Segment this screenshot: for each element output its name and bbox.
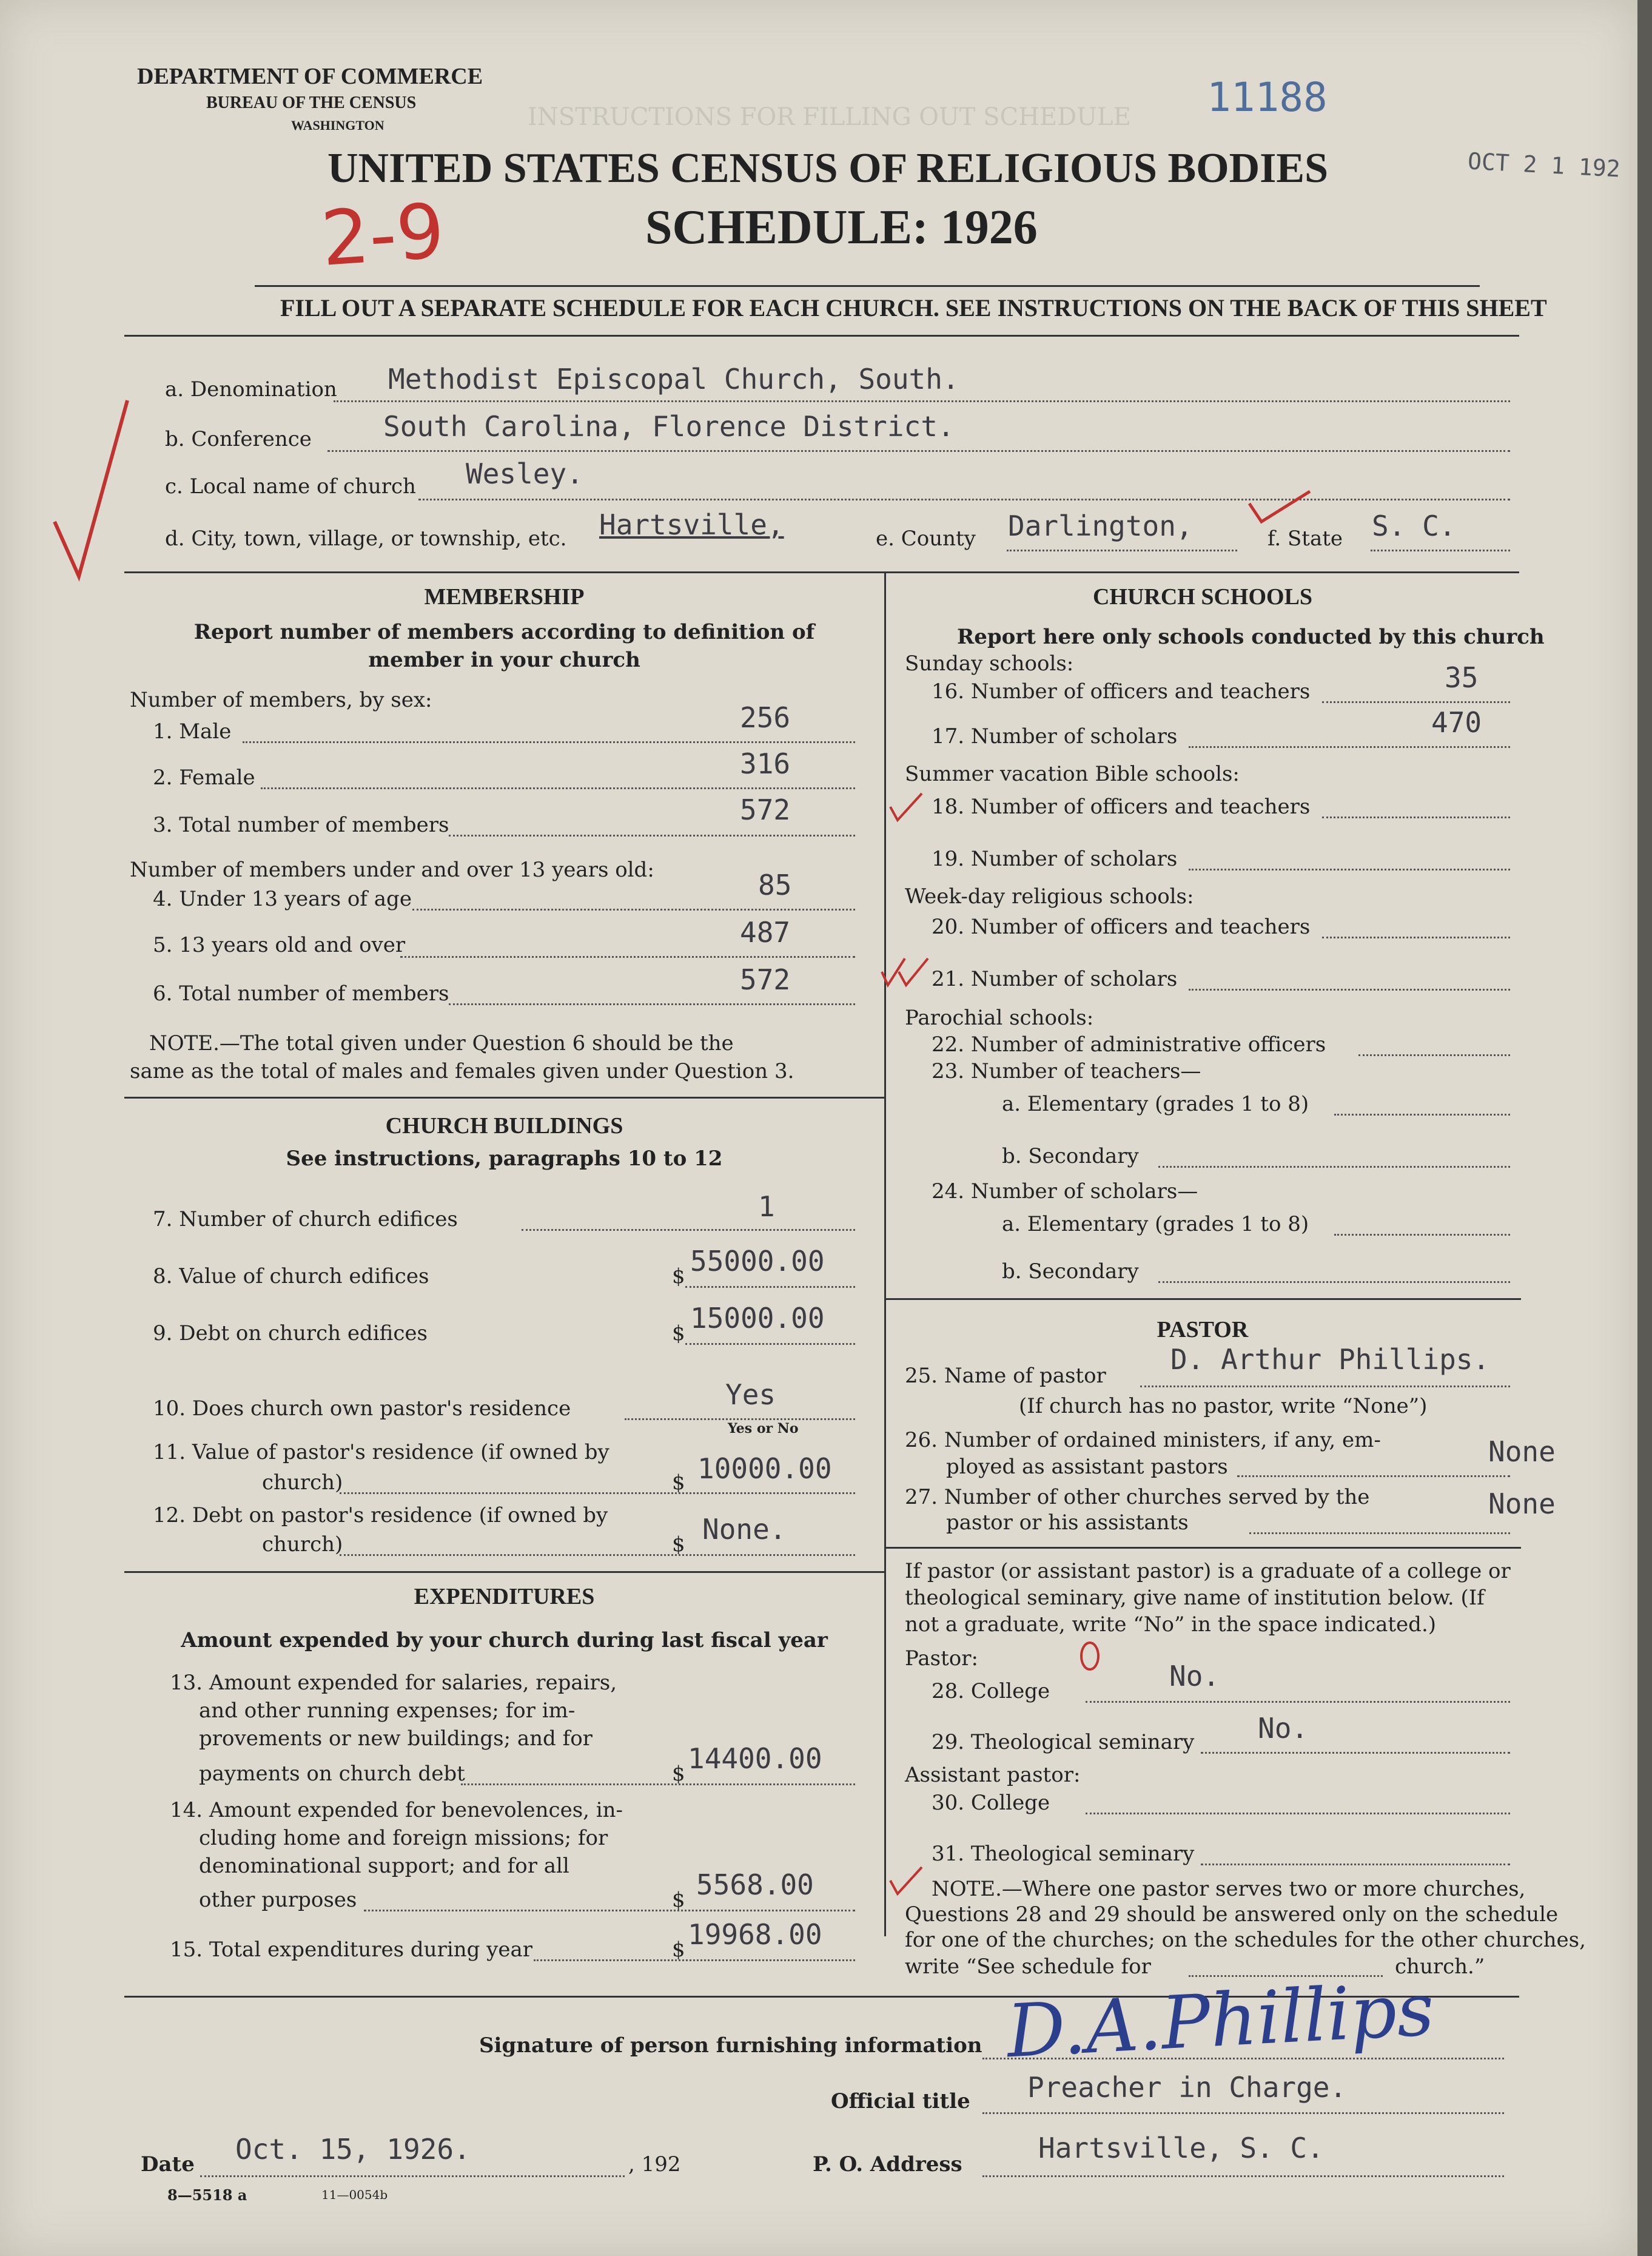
conference-value: South Carolina, Florence District. xyxy=(383,410,955,443)
q4-label: 4. Under 13 years of age xyxy=(153,887,412,911)
form-subtitle: SCHEDULE: 1926 xyxy=(645,201,1038,254)
schools-heading: CHURCH SCHOOLS xyxy=(1092,584,1313,610)
q14-label-3: denominational support; and for all xyxy=(199,1854,569,1878)
q16-label: 16. Number of officers and teachers xyxy=(932,679,1311,704)
signature-label: Signature of person furnishing information xyxy=(479,2033,982,2058)
red-circle-mark-icon xyxy=(1075,1638,1105,1674)
membership-note: NOTE.—The total given under Question 6 should be the xyxy=(149,1031,734,1056)
q13-value: 14400.00 xyxy=(688,1742,822,1775)
sunday-heading: Sunday schools: xyxy=(905,652,1074,676)
date-suffix: , 192 xyxy=(628,2152,681,2177)
q15-value: 19968.00 xyxy=(688,1918,822,1951)
weekday-heading: Week-day religious schools: xyxy=(905,884,1194,909)
q13-label-2: and other running expenses; for im- xyxy=(199,1699,576,1723)
state-label: f. State xyxy=(1268,527,1343,551)
q4-value: 85 xyxy=(758,869,792,901)
membership-intro-2: member in your church xyxy=(368,648,640,672)
pastor-heading: PASTOR xyxy=(1157,1317,1249,1342)
q23b-label: b. Secondary xyxy=(1002,1144,1139,1168)
pastor-note-5: church.” xyxy=(1395,1955,1485,1979)
q12-label: 12. Debt on pastor's residence (if owned by xyxy=(153,1503,608,1527)
q7-label: 7. Number of church edifices xyxy=(153,1207,458,1231)
dollar-sign: $ xyxy=(672,1470,685,1495)
q28-value: No. xyxy=(1169,1660,1220,1692)
q14-value: 5568.00 xyxy=(696,1868,814,1901)
received-date-stamp: OCT 2 1 192 xyxy=(1467,147,1621,183)
dollar-sign: $ xyxy=(672,1532,685,1557)
q30-label: 30. College xyxy=(932,1791,1050,1815)
dollar-sign: $ xyxy=(672,1321,685,1345)
county-value: Darlington, xyxy=(1008,510,1193,542)
dollar-sign: $ xyxy=(672,1938,685,1962)
by-sex-heading: Number of members, by sex: xyxy=(130,688,432,712)
q14-label-2: cluding home and foreign missions; for xyxy=(199,1826,608,1850)
q25-label: 25. Name of pastor xyxy=(905,1364,1106,1388)
q9-label: 9. Debt on church edifices xyxy=(153,1321,428,1345)
q28-label: 28. College xyxy=(932,1679,1050,1703)
q15-label: 15. Total expenditures during year xyxy=(170,1938,533,1962)
membership-note-2: same as the total of males and females given under Question 3. xyxy=(130,1059,794,1083)
state-value: S. C. xyxy=(1372,510,1456,542)
q25-value: D. Arthur Phillips. xyxy=(1170,1343,1490,1376)
city-label: d. City, town, village, or township, etc. xyxy=(165,527,567,551)
q12-label-2: church) xyxy=(262,1532,343,1557)
print-number: 11—0054b xyxy=(321,2187,388,2202)
q17-value: 470 xyxy=(1431,706,1482,739)
q10-label: 10. Does church own pastor's residence xyxy=(153,1396,571,1421)
q23a-label: a. Elementary (grades 1 to 8) xyxy=(1002,1092,1309,1116)
q1-label: 1. Male xyxy=(153,719,232,744)
dollar-sign: $ xyxy=(672,1888,685,1912)
q11-label-2: church) xyxy=(262,1470,343,1495)
assistant-subheading: Assistant pastor: xyxy=(905,1763,1081,1787)
q5-label: 5. 13 years old and over xyxy=(153,933,406,957)
buildings-subheading: See instructions, paragraphs 10 to 12 xyxy=(286,1147,723,1171)
q3-label: 3. Total number of members xyxy=(153,813,449,837)
q13-label-4: payments on church debt xyxy=(199,1762,465,1786)
q10-hint: Yes or No xyxy=(728,1421,799,1436)
instruction-line: FILL OUT A SEPARATE SCHEDULE FOR EACH CHURCH. SEE INSTRUCTIONS ON THE BACK OF THIS SHEET xyxy=(280,294,1547,322)
pastor-note-4: write “See schedule for xyxy=(905,1955,1151,1979)
q24a-label: a. Elementary (grades 1 to 8) xyxy=(1002,1212,1309,1236)
bureau-city: WASHINGTON xyxy=(291,118,384,133)
q19-label: 19. Number of scholars xyxy=(932,847,1178,871)
date-value: Oct. 15, 1926. xyxy=(235,2133,471,2166)
q10-value: Yes xyxy=(725,1378,776,1411)
bureau-name: BUREAU OF THE CENSUS xyxy=(206,93,417,112)
q26-value: None xyxy=(1488,1435,1556,1468)
q29-label: 29. Theological seminary xyxy=(932,1730,1195,1754)
q26-label-2: ployed as assistant pastors xyxy=(946,1455,1228,1479)
q12-value: None. xyxy=(702,1513,787,1546)
q27-value: None xyxy=(1488,1487,1556,1520)
po-address-value: Hartsville, S. C. xyxy=(1038,2132,1324,2164)
po-address-label: P. O. Address xyxy=(813,2152,962,2177)
age-heading: Number of members under and over 13 years old: xyxy=(130,858,654,882)
local-name-label: c. Local name of church xyxy=(165,474,416,499)
serial-number-stamp: 11188 xyxy=(1207,74,1328,121)
red-check-mark-icon xyxy=(885,789,928,825)
q6-label: 6. Total number of members xyxy=(153,982,449,1006)
membership-intro: Report number of members according to definition of xyxy=(193,620,815,644)
q2-value: 316 xyxy=(740,747,791,780)
q8-value: 55000.00 xyxy=(690,1245,825,1278)
dollar-sign: $ xyxy=(672,1264,685,1288)
q23-label: 23. Number of teachers— xyxy=(932,1059,1201,1083)
red-double-check-icon xyxy=(878,955,933,991)
schools-intro: Report here only schools conducted by this church xyxy=(957,625,1545,649)
q1-value: 256 xyxy=(740,701,791,734)
q29-value: No. xyxy=(1258,1712,1309,1745)
handwritten-code: 2-9 xyxy=(318,187,448,283)
signature: D.A.Phillips xyxy=(1004,1967,1436,2075)
q14-label-4: other purposes xyxy=(199,1888,357,1912)
q26-label: 26. Number of ordained ministers, if any, em- xyxy=(905,1428,1381,1452)
conference-label: b. Conference xyxy=(165,427,312,451)
local-name-value: Wesley. xyxy=(466,457,583,490)
date-label: Date xyxy=(141,2152,195,2177)
q11-value: 10000.00 xyxy=(697,1452,832,1485)
pastor-note: NOTE.—Where one pastor serves two or more churches, xyxy=(932,1877,1526,1901)
red-check-mark-icon xyxy=(36,388,133,588)
q8-label: 8. Value of church edifices xyxy=(153,1264,429,1288)
dollar-sign: $ xyxy=(672,1762,685,1786)
q24b-label: b. Secondary xyxy=(1002,1259,1139,1284)
denomination-label: a. Denomination xyxy=(165,377,337,402)
graduate-instructions-2: theological seminary, give name of institution below. (If xyxy=(905,1586,1485,1610)
q14-label: 14. Amount expended for benevolences, in- xyxy=(170,1798,623,1822)
q16-value: 35 xyxy=(1445,661,1479,694)
pastor-subheading: Pastor: xyxy=(905,1646,978,1671)
summer-heading: Summer vacation Bible schools: xyxy=(905,762,1240,786)
form-title: UNITED STATES CENSUS OF RELIGIOUS BODIES xyxy=(327,145,1329,192)
official-title-label: Official title xyxy=(831,2089,970,2113)
ghost-text: INSTRUCTIONS FOR FILLING OUT SCHEDULE xyxy=(528,103,1131,131)
q27-label-2: pastor or his assistants xyxy=(946,1510,1189,1535)
q9-value: 15000.00 xyxy=(690,1302,825,1335)
expenditures-heading: EXPENDITURES xyxy=(414,1584,595,1609)
expenditures-subheading: Amount expended by your church during last fiscal year xyxy=(181,1628,828,1652)
membership-heading: MEMBERSHIP xyxy=(424,584,585,610)
red-check-mark-icon xyxy=(885,1862,928,1899)
denomination-value: Methodist Episcopal Church, South. xyxy=(388,363,959,396)
q17-label: 17. Number of scholars xyxy=(932,724,1178,749)
county-label: e. County xyxy=(876,527,976,551)
department-name: DEPARTMENT OF COMMERCE xyxy=(137,64,483,89)
graduate-instructions-3: not a graduate, write “No” in the space indicated.) xyxy=(905,1612,1437,1637)
q13-label: 13. Amount expended for salaries, repairs, xyxy=(170,1671,617,1695)
q18-label: 18. Number of officers and teachers xyxy=(932,795,1311,819)
graduate-instructions: If pastor (or assistant pastor) is a graduate of a college or xyxy=(905,1559,1511,1583)
q22-label: 22. Number of administrative officers xyxy=(932,1032,1326,1057)
q2-label: 2. Female xyxy=(153,766,255,790)
q24-label: 24. Number of scholars— xyxy=(932,1179,1198,1204)
q31-label: 31. Theological seminary xyxy=(932,1842,1195,1866)
q7-value: 1 xyxy=(758,1190,775,1223)
q3-value: 572 xyxy=(740,793,791,826)
q6-value: 572 xyxy=(740,963,791,996)
city-value: Hartsville, xyxy=(599,508,784,541)
buildings-heading: CHURCH BUILDINGS xyxy=(385,1113,623,1139)
q13-label-3: provements or new buildings; and for xyxy=(199,1726,593,1751)
q5-value: 487 xyxy=(740,916,791,949)
q21-label: 21. Number of scholars xyxy=(932,967,1178,991)
official-title-value: Preacher in Charge. xyxy=(1027,2071,1347,2104)
q20-label: 20. Number of officers and teachers xyxy=(932,915,1311,939)
form-number: 8—5518 a xyxy=(167,2186,247,2204)
red-check-mark-icon xyxy=(1243,485,1316,528)
pastor-note-3: for one of the churches; on the schedules for the other churches, xyxy=(905,1928,1586,1952)
q25-hint: (If church has no pastor, write “None”) xyxy=(1019,1394,1428,1418)
q11-label: 11. Value of pastor's residence (if owned by xyxy=(153,1440,609,1464)
q27-label: 27. Number of other churches served by the xyxy=(905,1485,1370,1509)
parochial-heading: Parochial schools: xyxy=(905,1006,1094,1030)
pastor-note-2: Questions 28 and 29 should be answered only on the schedule xyxy=(905,1902,1559,1927)
